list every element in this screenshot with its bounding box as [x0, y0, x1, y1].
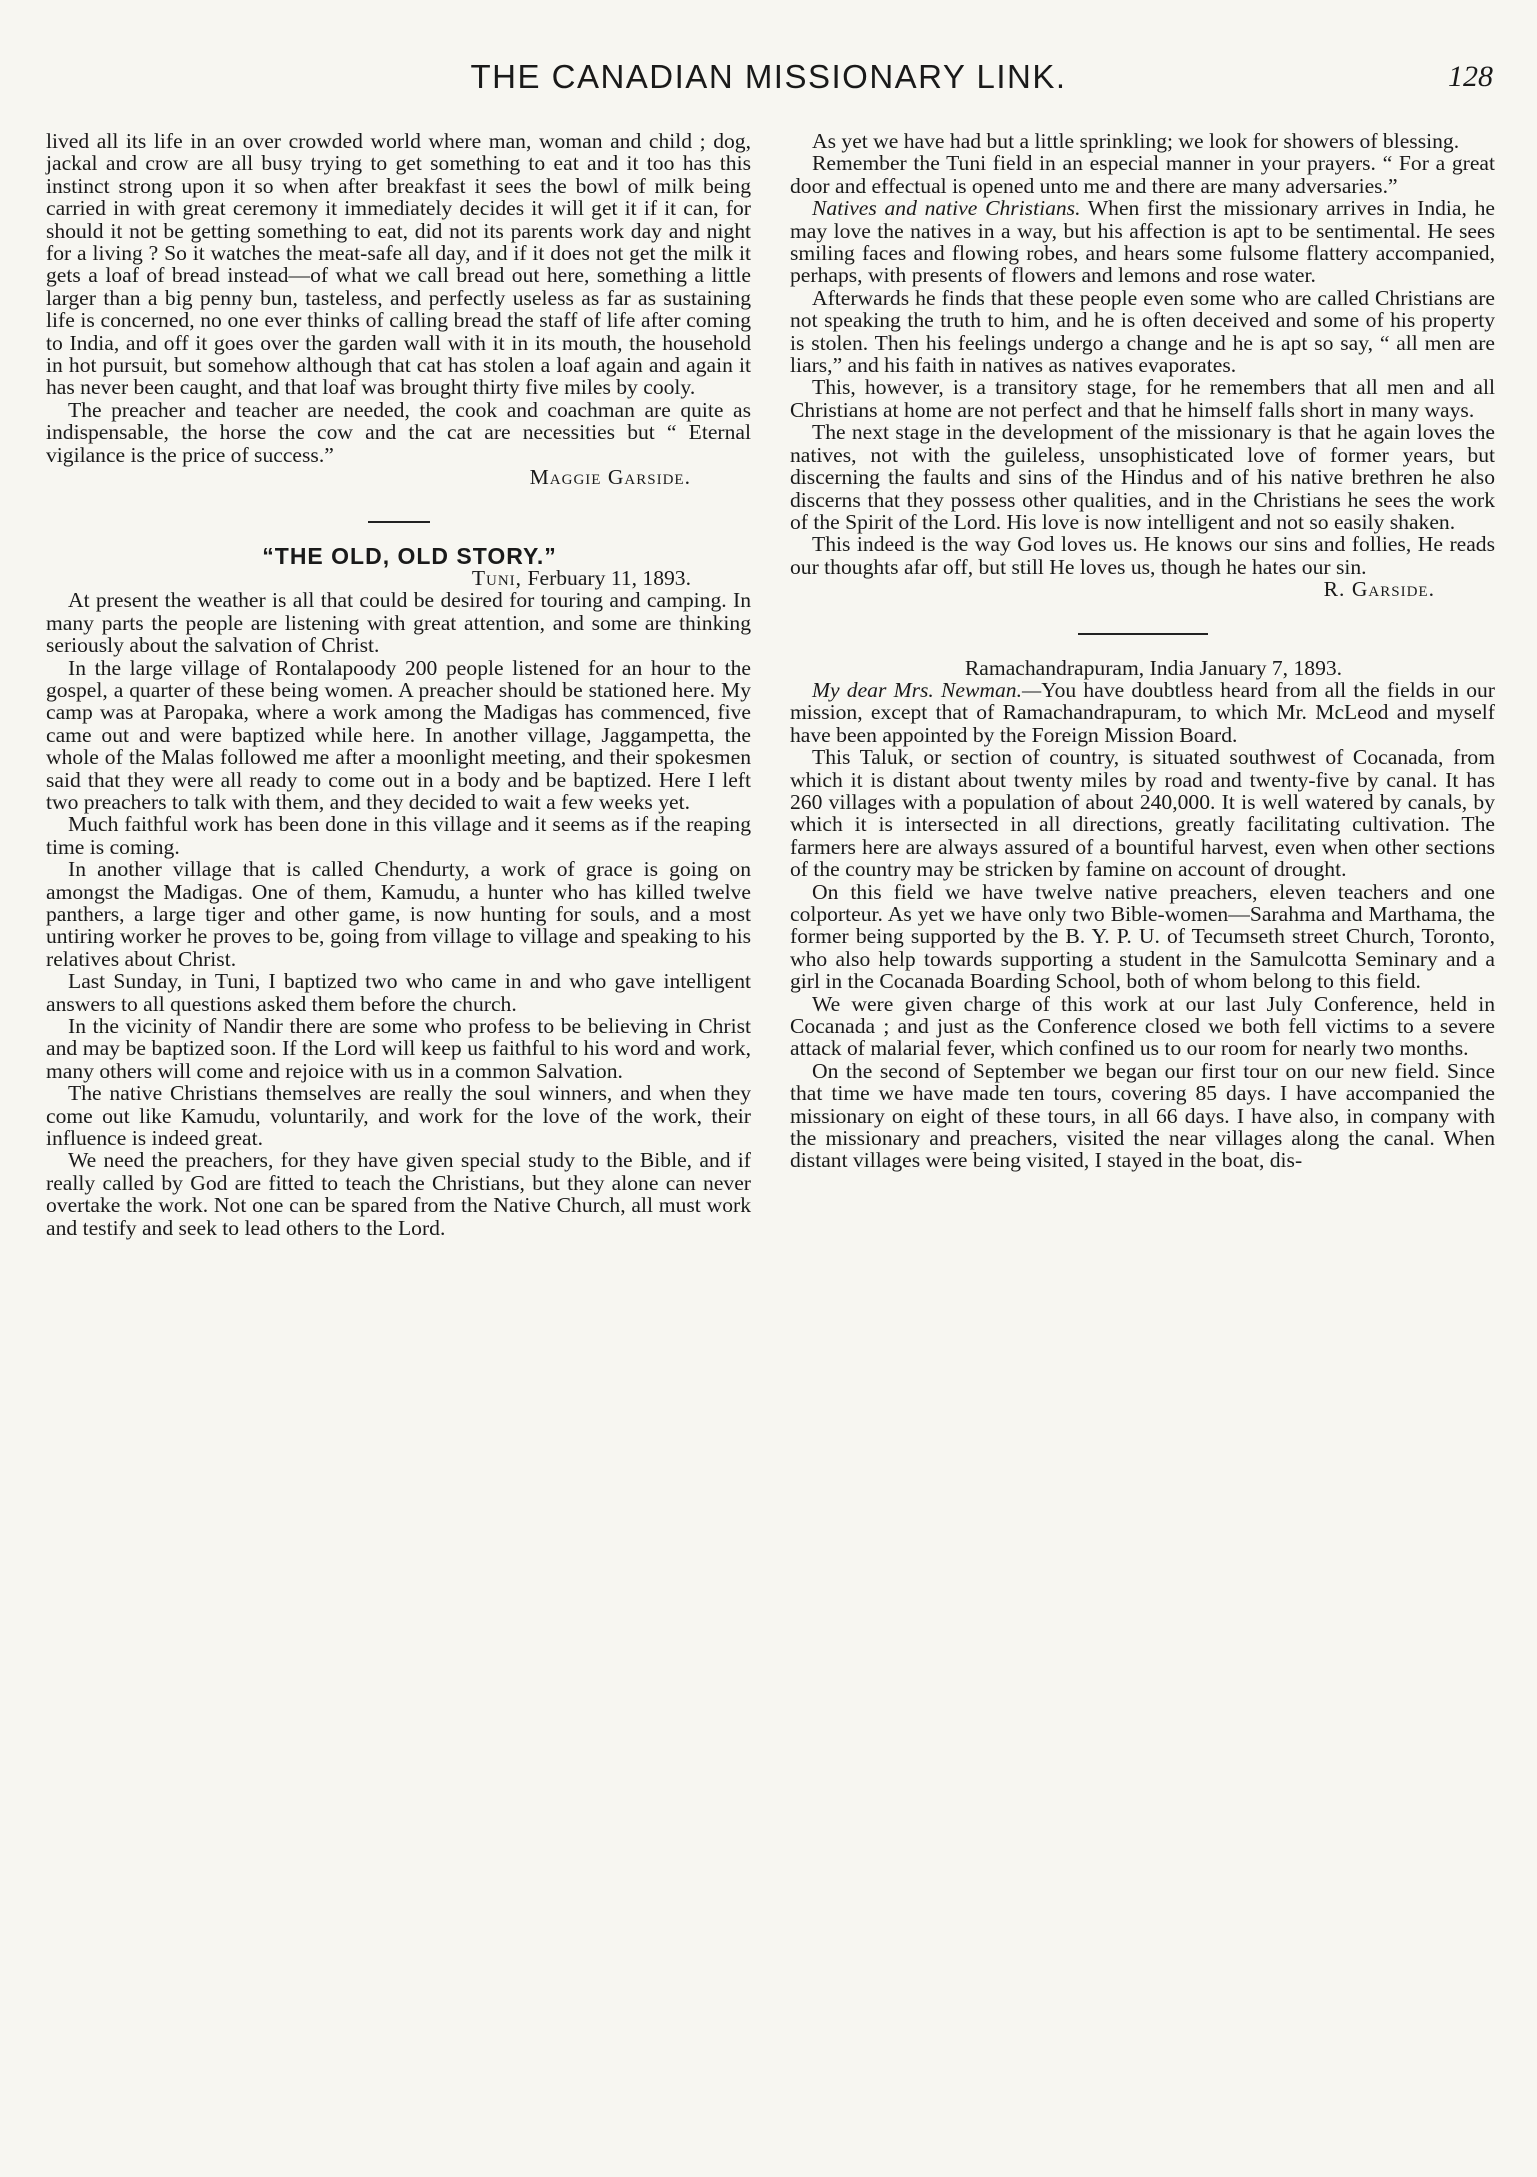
paragraph: As yet we have had but a little sprinkling; we look for showers of blessing. [812, 129, 1460, 153]
paragraph: Last Sunday, in Tuni, I baptized two who came in and who gave intelligent answers to all questions asked them before the church. [46, 969, 751, 1016]
letter-dateline: Ramachandrapuram, India January 7, 1893. [964, 655, 1343, 680]
paragraph: In the vicinity of Nandir there are some who profess to be believing in Christ and may be baptized soon. If the Lord will keep us faithful to his word and work, many others will come and rejoice with us in a common Salvation. [46, 1014, 751, 1083]
paragraph: We need the preachers, for they have given special study to the Bible, and if really called by God are fitted to teach the Christians, but they alone can never overtake the work. Not one can be spared from the Native Church, all must work and testify and seek to lead others to the Lord. [46, 1148, 751, 1240]
paragraph: Much faithful work has been done in this village and it seems as if the reaping time is coming. [46, 812, 751, 859]
masthead-title: THE CANADIAN MISSIONARY LINK. [470, 58, 1067, 95]
left-column [46, 130, 751, 1239]
paragraph: This indeed is the way God loves us. He knows our sins and follies, He reads our thoughts afar off, but still He loves us, though he hates our sin. [790, 532, 1495, 579]
paragraph [790, 679, 1495, 746]
paragraph: The native Christians themselves are really the soul winners, and when they come out like Kamudu, voluntarily, and work for the love of the work, their influence is indeed great. [46, 1081, 751, 1151]
paragraph: This, however, is a transitory stage, for he remembers that all men and all Christians at home are not perfect and that he himself falls short in many ways. [790, 375, 1495, 422]
salutation: My dear Mrs. Newman.— [812, 677, 1042, 702]
dateline-date: Ferbuary 11, 1893. [527, 565, 691, 590]
paragraph: On this field we have twelve native preachers, eleven teachers and one colporteur. As yet we have only two Bible-women—Sarahma and Marthama, the former being supported by the B. Y. P. U. of Tecumseth street Church, Toronto, who also help towards supporting a student in the Samulcotta Seminary and a girl in the Cocanada Boarding School, both of whom belong to this field. [790, 879, 1495, 994]
paragraph: In another village that is called Chendurty, a work of grace is going on amongst the Madigas. One of them, Kamudu, a hunter who has killed twelve panthers, a large tiger and other game, is now hunting for souls, and a most untiring worker he proves to be, going from village to village and speaking to his relatives about Christ. [46, 857, 751, 971]
dateline-place: Tuni, [471, 565, 523, 590]
paragraph: Remember the Tuni field in an especial manner in your prayers. “ For a great door and effectual is opened unto me and there are many adversaries.” [790, 151, 1495, 198]
paragraph: The next stage in the development of the missionary is that he again loves the natives, not with the guileless, unsophisticated love of former years, but discerning the faults and sins of the Hindus and of his native brethren he also discerns that they possess other qualities, and in the Christians he sees the work of the Spirit of the Lord. His love is now intelligent and not so easily shaken. [790, 420, 1495, 534]
paragraph-lead: Natives and native Christians. [812, 196, 1081, 221]
paragraph: On the second of September we began our first tour on our new field. Since that time we have made ten tours, covering 85 days. I have accompanied the missionary on eight of these tours, in all 66 days. I have also, in company with the missionary and preachers, visited the near villages along the canal. When distant villages were being visited, I stayed in the boat, dis- [790, 1058, 1495, 1173]
paragraph-body: You have doubtless heard from all the fields in our mission, except that of Ramachandrapuram, to which Mr. McLeod and myself have been appointed by the Foreign Mission Board. [790, 677, 1495, 747]
paragraph: At present the weather is all that could be desired for touring and camping. In many parts the people are listening with great attention, and some are thinking seriously about the salvation of Christ. [46, 588, 751, 658]
paragraph: We were given charge of this work at our last July Conference, held in Cocanada ; and just as the Conference closed we both fell victims to a severe attack of malarial fever, which confined us to our room for nearly two months. [790, 991, 1495, 1061]
page-header [0, 58, 1537, 108]
page-number: 128 [1448, 60, 1493, 93]
paragraph: In the large village of Rontalapoody 200 people listened for an hour to the gospel, a quarter of these being women. A preacher should be stationed here. My camp was at Paropaka, where a work among the Madigas has commenced, five came out and were baptized while here. In another village, Jaggampetta, the whole of the Malas followed me after a moonlight meeting, and their spokesmen said that they were all ready to come out in a body and be baptized. Here I left two preachers to talk with them, and they decided to wait a few weeks yet. [46, 655, 751, 814]
paragraph: Afterwards he finds that these people even some who are called Christians are not speaking the truth to him, and he is often deceived and some of his property is stolen. Then his feelings undergo a change and he is apt so say, “ all men are liars,” and his faith in natives as natives evaporates. [790, 285, 1495, 378]
signature-r-garside: R. Garside. [1323, 577, 1435, 602]
section-divider [368, 521, 430, 523]
signature-maggie-garside: Maggie Garside. [529, 465, 691, 490]
paragraph: The preacher and teacher are needed, the cook and coachman are quite as indispensable, the horse the cow and the cat are necessities but “ Eternal vigilance is the price of success.” [46, 397, 751, 467]
right-column [790, 130, 1495, 1172]
paragraph [790, 197, 1495, 287]
article-headline: “THE OLD, OLD STORY.” [262, 542, 557, 569]
paragraph: lived all its life in an over crowded world where man, woman and child ; dog, jackal and crow are all busy trying to get something to eat and it too has this instinct strong upon it so when after breakfast it sees the bowl of milk being carried in with great ceremony it immediately decides it will get it if it can, for should it not be getting something to eat, did not its parents work day and night for a living ? So it watches the meat-safe all day, and if it does not get the milk it gets a loaf of bread instead—of what we call bread out here, something a little larger than a big penny bun, tasteless, and perfectly useless as far as sustaining life is concerned, no one ever thinks of calling bread the staff of life after coming to India, and off it goes over the garden wall with it in its mouth, the household in hot pursuit, but somehow although that cat has stolen a loaf again and again it has never been caught, and that loaf was brought thirty five miles by cooly. [46, 129, 751, 400]
section-divider [1078, 633, 1208, 635]
paragraph: This Taluk, or section of country, is situated southwest of Cocanada, from which it is distant about twenty miles by road and twenty-five by canal. It has 260 villages with a population of about 240,000. It is well watered by canals, by which it is intersected in all directions, greatly facilitating cultivation. The farmers here are always assured of a bountiful harvest, even when other sections of the country may be stricken by famine on account of drought. [790, 745, 1495, 882]
article-dateline [46, 567, 751, 589]
paragraph-body: When first the missionary arrives in India, he may love the natives in a way, but his affection is apt to be sentimental. He sees smiling faces and flowing robes, and hears some fulsome flattery accompanied, perhaps, with presents of flowers and lemons and rose water. [790, 196, 1495, 288]
